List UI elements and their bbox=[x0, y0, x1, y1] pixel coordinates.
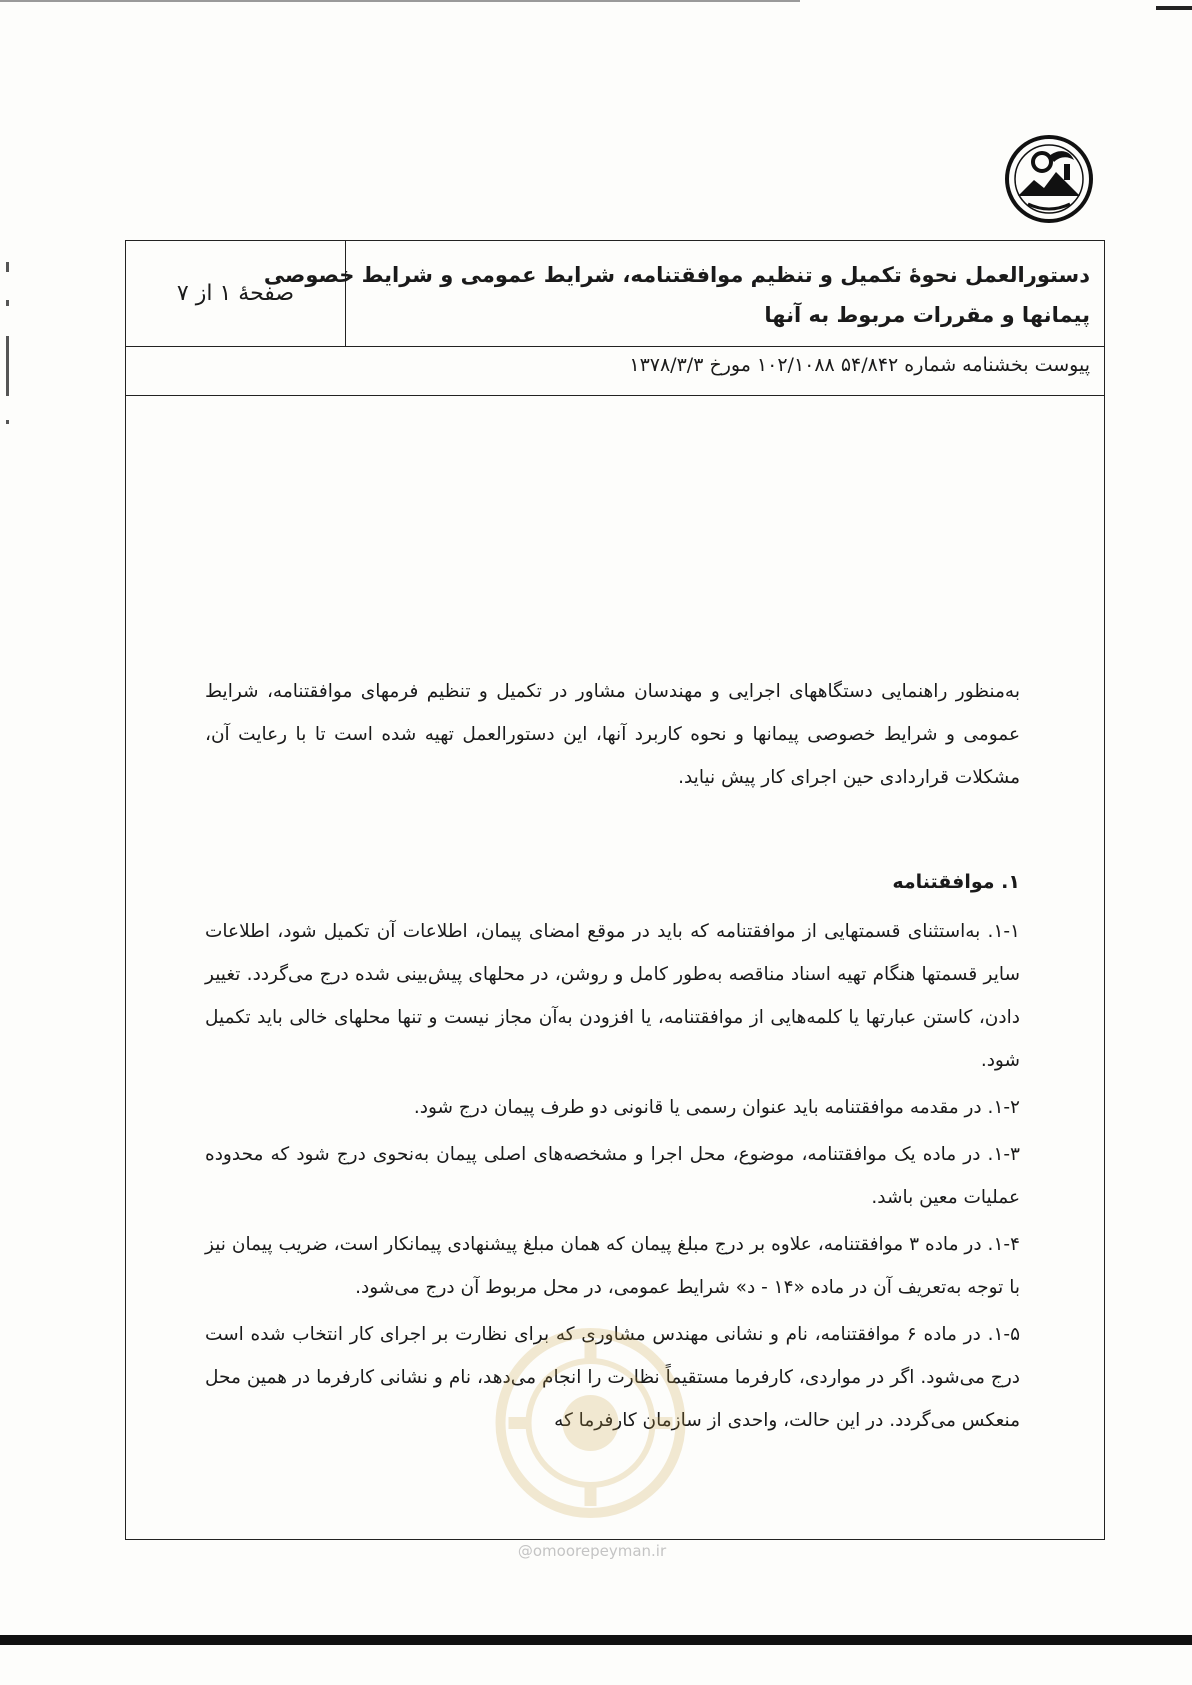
reference-line: پیوست بخشنامه شماره ۵۴/۸۴۲ ۱۰۲/۱۰۸۸ مورخ ۱۳۷۸/۳/۳ bbox=[126, 346, 1104, 396]
clause-1-4: ۱-۴. در ماده ۳ موافقتنامه، علاوه بر درج مبلغ پیمان که همان مبلغ پیشنهادی پیمانکار است، ضریب پیمان نیز با توجه به‌تعریف آن در ماده «۱۴ - د» شرایط عمومی، در محل مربوط آن درج می‌شود. bbox=[205, 1234, 1020, 1298]
scan-margin-mark bbox=[6, 262, 9, 272]
scan-mark-top-right bbox=[1156, 6, 1192, 10]
organization-logo bbox=[1004, 134, 1094, 224]
clause-1-2: ۱-۲. در مقدمه موافقتنامه باید عنوان رسمی یا قانونی دو طرف پیمان درج شود. bbox=[413, 1097, 1020, 1118]
header-table bbox=[126, 241, 1104, 347]
page-indicator: صفحهٔ ۱ از ۷ bbox=[176, 281, 295, 306]
section-heading: ۱. موافقتنامه bbox=[892, 871, 1020, 893]
document-title-line-2: پیمانها و مقررات مربوط به آنها bbox=[764, 303, 1090, 327]
watermark-url: @omoorepeyman.ir bbox=[517, 1542, 667, 1560]
intro-paragraph: به‌منظور راهنمایی دستگاههای اجرایی و مهندسان مشاور در تکمیل و تنظیم فرمهای موافقتنامه، شرایط عمومی و شرایط خصوصی پیمانها و نحوه کاربرد آنها، این دستورالعمل تهیه شده است تا با رعایت آن، مشکلات قراردادی حین اجرای کار پیش نیاید. bbox=[205, 681, 1020, 788]
document-title-line-1: دستورالعمل نحوهٔ تکمیل و تنظیم موافقتنامه، شرایط عمومی و شرایط خصوصی bbox=[263, 263, 1090, 287]
clause-1-3: ۱-۳. در ماده یک موافقتنامه، موضوع، محل اجرا و مشخصه‌های اصلی پیمان به‌نحوی درج شود که محدوده عملیات معین باشد. bbox=[205, 1144, 1020, 1208]
scan-edge-bottom bbox=[0, 1635, 1192, 1645]
scan-margin-mark bbox=[6, 420, 9, 424]
title-cell bbox=[263, 241, 1104, 346]
scan-margin-mark bbox=[6, 336, 9, 396]
scan-margin-mark bbox=[6, 300, 9, 306]
clause-1-5: ۱-۵. در ماده ۶ موافقتنامه، نام و نشانی مهندس مشاوری که برای نظارت بر اجرای کار انتخاب شده است درج می‌شود. اگر در مواردی، کارفرما مستقیماً نظارت را انجام می‌دهد، نام و نشانی کارفرما در همین محل منعکس می‌گردد. در این حالت، واحدی از سازمان کارفرما که bbox=[205, 1324, 1021, 1431]
watermark-stamp bbox=[488, 1318, 693, 1528]
scan-edge-top bbox=[0, 0, 800, 2]
clause-1-1: ۱-۱. به‌استثنای قسمتهایی از موافقتنامه که باید در موقع امضای پیمان، اطلاعات آن تکمیل شود، اطلاعات سایر قسمتها هنگام تهیه اسناد مناقصه به‌طور کامل و روشن، در محلهای پیش‌بینی شده درج می‌گردد. تغییر دادن، کاستن عبارتها یا کلمه‌هایی از موافقتنامه، یا افزودن به‌آن مجاز نیست و تنها محلهای خالی باید تکمیل شود. bbox=[205, 921, 1020, 1071]
